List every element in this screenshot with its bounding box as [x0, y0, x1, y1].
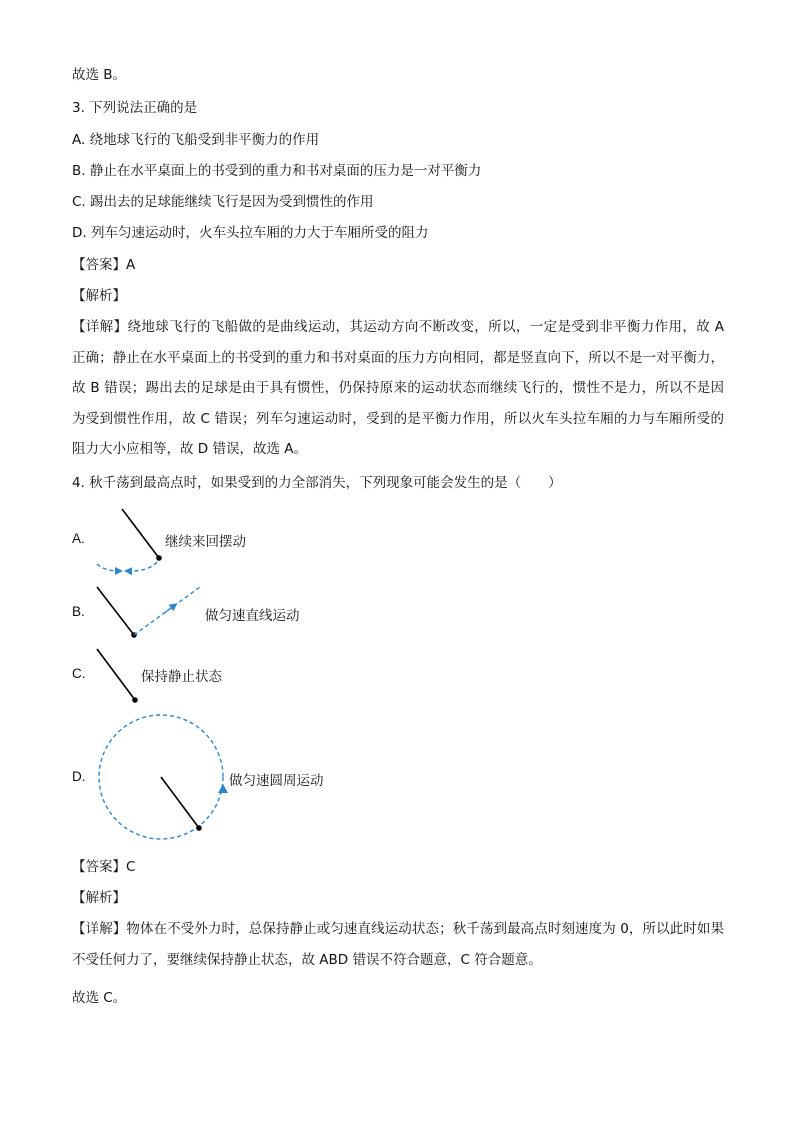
q4-detail: 【详解】物体在不受外力时，总保持静止或匀速直线运动状态；秋千荡到最高点时刻速度为 0，所以此时如果不受任何力了，要继续保持静止状态，故 ABD 错误不符合题意，C 符合题意。	[72, 921, 724, 968]
question-4-stem: 4. 秋千荡到最高点时，如果受到的力全部消失，下列现象可能会发生的是（ ）	[72, 475, 562, 491]
figure-a-rope	[122, 509, 159, 558]
figure-a-arc-arrow-left	[97, 564, 120, 571]
question-3-stem: 3. 下列说法正确的是	[72, 100, 198, 116]
q4-answer: 【答案】C	[72, 859, 136, 875]
previous-conclusion: 故选 B。	[72, 67, 127, 83]
q4-option-b-letter: B.	[72, 604, 85, 619]
q3-option-b: B. 静止在水平桌面上的书受到的重力和书对桌面的压力是一对平衡力	[72, 163, 482, 179]
q4-option-a-letter: A.	[72, 531, 85, 546]
q3-analysis-heading: 【解析】	[72, 288, 126, 304]
q4-option-a-caption: 继续来回摆动	[165, 534, 246, 550]
figure-d-swing-circular	[99, 715, 228, 839]
figure-d-seat	[196, 825, 202, 831]
figure-c-rope	[97, 649, 135, 700]
q3-option-a: A. 绕地球飞行的飞船受到非平衡力的作用	[72, 132, 320, 148]
q4-conclusion: 故选 C。	[72, 990, 127, 1006]
q3-detail: 【详解】绕地球飞行的飞船做的是曲线运动，其运动方向不断改变，所以，一定是受到非平衡力作用，故 A 正确；静止在水平桌面上的书受到的重力和书对桌面的压力方向相同，都是竖直向下，所以不是一对平衡力，故 B 错误；踢出去的足球是由于具有惯性，仍保持原来的运动状态而继续飞行的，惯性不是力，所以不是因为受到惯性作用，故 C 错误；列车匀速运动时，受到的是平衡力作用，所以火车头拉车厢的力与车厢所受的阻力大小应相等，故 D 错误，故选 A。	[72, 319, 724, 457]
figure-c-seat	[132, 697, 138, 703]
figure-d-arrowhead	[218, 784, 228, 793]
q3-option-d: D. 列车匀速运动时，火车头拉车厢的力大于车厢所受的阻力	[72, 225, 429, 241]
figure-d-rope	[161, 777, 199, 828]
figure-c-swing-stationary	[97, 649, 138, 703]
q4-analysis-heading: 【解析】	[72, 890, 126, 906]
figure-b-arrow	[163, 605, 175, 614]
figure-b-rope	[97, 587, 134, 635]
figure-b-swing-linear	[97, 587, 200, 638]
figure-a-swing-oscillating	[97, 509, 162, 571]
figure-a-seat	[156, 555, 162, 561]
q4-option-b-caption: 做匀速直线运动	[205, 608, 300, 624]
q4-option-c-caption: 保持静止状态	[141, 669, 222, 685]
figure-a-arc-arrow-right	[127, 562, 157, 571]
q3-option-c: C. 踢出去的足球能继续飞行是因为受到惯性的作用	[72, 194, 374, 210]
q4-option-d-caption: 做匀速圆周运动	[229, 773, 324, 789]
q3-answer: 【答案】A	[72, 257, 136, 273]
q4-option-c-letter: C.	[72, 666, 86, 681]
q4-option-d-letter: D.	[72, 769, 86, 784]
